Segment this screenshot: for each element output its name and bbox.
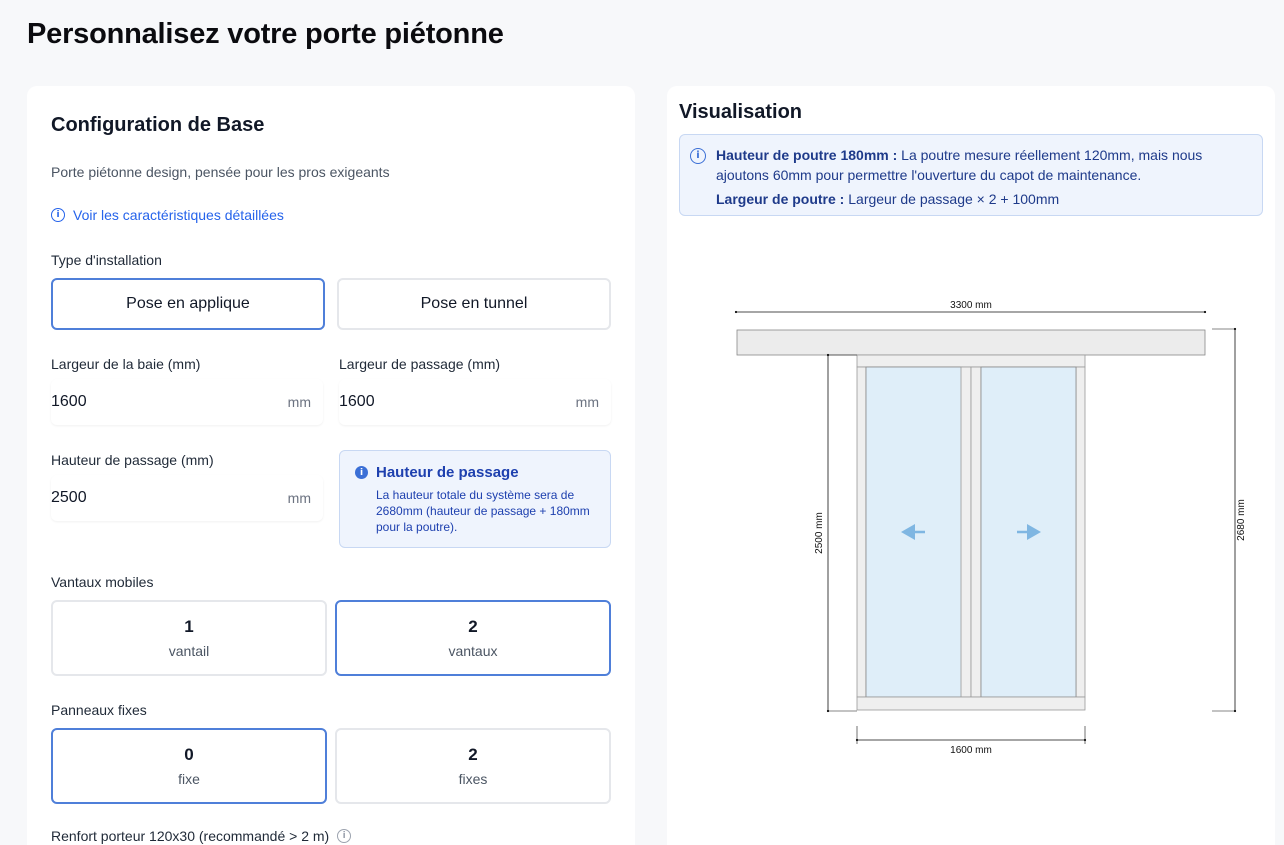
right-leaf-stile: [971, 367, 981, 697]
installation-option-label: Pose en tunnel: [420, 295, 528, 312]
page-title: Personnalisez votre porte piétonne: [27, 18, 504, 50]
reinforcement-label-text: Renfort porteur 120x30 (recommandé > 2 m): [51, 828, 330, 844]
left-leaf-stile: [961, 367, 971, 697]
installation-option-applique[interactable]: [51, 278, 325, 330]
option-count: 0: [184, 745, 194, 764]
beam-width-note-bold: Largeur de poutre :: [716, 191, 845, 207]
passage-height-info-text: La hauteur totale du système sera de 2680mm (hauteur de passage + 180mm pour la poutre).: [376, 488, 590, 534]
passage-width-dimension-label: 1600 mm: [950, 745, 992, 756]
option-text: fixes: [458, 771, 488, 787]
fixed-panels-option-2[interactable]: [335, 728, 611, 804]
bay-width-label: Largeur de la baie (mm): [51, 356, 201, 372]
passage-width-unit: mm: [575, 394, 599, 410]
moving-leaves-option-2[interactable]: [335, 600, 611, 676]
passage-height-input[interactable]: [51, 489, 251, 507]
bay-width-unit: mm: [287, 394, 311, 410]
passage-height-input-wrapper: [51, 475, 323, 521]
fixed-panels-option-0[interactable]: [51, 728, 327, 804]
option-text: fixe: [178, 771, 200, 787]
passage-width-input[interactable]: [339, 393, 539, 411]
passage-height-info: [339, 450, 611, 548]
option-count: 2: [468, 745, 478, 764]
option-count: 2: [468, 617, 478, 636]
configuration-panel: [27, 86, 635, 845]
info-circle-icon[interactable]: i: [337, 829, 351, 843]
passage-height-dimension-label: 2500 mm: [814, 512, 825, 554]
beam-height-note-text: La poutre mesure réellement 120mm, mais nous ajoutons 60mm pour permettre l'ouverture du capot de maintenance.: [716, 147, 1203, 183]
configuration-subtitle: Porte piétonne design, pensée pour les pros exigeants: [51, 164, 390, 180]
moving-leaves-label: Vantaux mobiles: [51, 574, 154, 590]
option-count: 1: [184, 617, 194, 636]
details-link[interactable]: [51, 207, 284, 223]
bay-width-input-wrapper: [51, 379, 323, 425]
details-link-label: Voir les caractéristiques détaillées: [73, 207, 284, 223]
bottom-rail: [857, 697, 1085, 710]
bay-width-input[interactable]: [51, 393, 251, 411]
left-post: [857, 367, 866, 697]
moving-leaves-option-1[interactable]: [51, 600, 327, 676]
beam-height-note-bold: Hauteur de poutre 180mm :: [716, 147, 898, 163]
visualisation-title: Visualisation: [679, 101, 803, 123]
installation-option-tunnel[interactable]: [337, 278, 611, 330]
door-header: [857, 355, 1085, 367]
installation-option-label: Pose en applique: [126, 295, 250, 312]
fixed-panels-label: Panneaux fixes: [51, 702, 147, 718]
installation-type-label: Type d'installation: [51, 252, 162, 268]
total-height-dimension-label: 2680 mm: [1236, 499, 1247, 541]
configuration-title: Configuration de Base: [51, 114, 265, 136]
info-circle-icon: i: [51, 208, 65, 222]
passage-width-label: Largeur de passage (mm): [339, 356, 501, 372]
passage-height-info-title: Hauteur de passage: [376, 464, 519, 481]
right-post: [1076, 367, 1085, 697]
passage-width-input-wrapper: [339, 379, 611, 425]
info-filled-icon: i: [355, 466, 368, 479]
beam-width-note-text: Largeur de passage × 2 + 100mm: [848, 191, 1060, 207]
beam-width-dimension-label: 3300 mm: [950, 300, 992, 311]
info-circle-icon: i: [690, 148, 706, 164]
visualisation-panel: [667, 86, 1275, 845]
reinforcement-label: [51, 828, 351, 844]
beam: [737, 330, 1205, 355]
passage-height-unit: mm: [287, 490, 311, 506]
option-text: vantail: [168, 643, 210, 659]
door-diagram: [667, 86, 1275, 845]
option-text: vantaux: [448, 643, 498, 659]
passage-height-label: Hauteur de passage (mm): [51, 452, 214, 468]
